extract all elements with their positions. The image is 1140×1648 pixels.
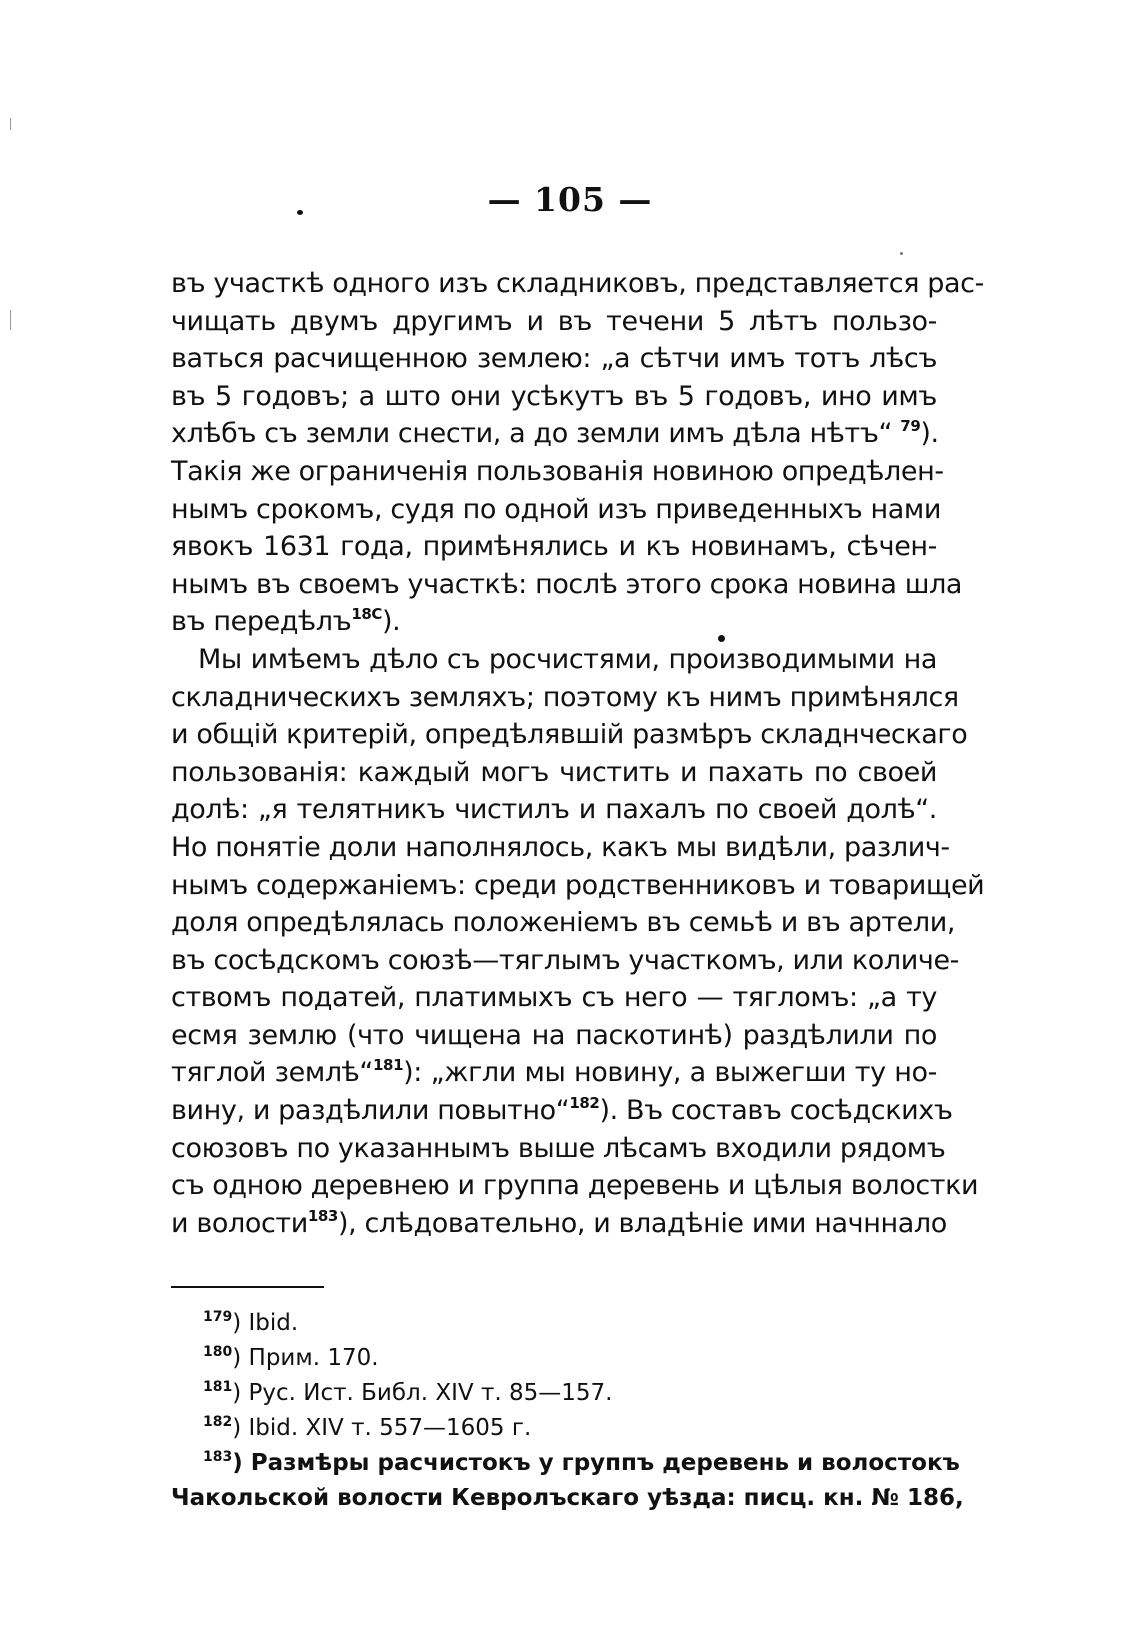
text-line: доля опредѣлялась положеніемъ въ семьѣ и въ артели, [171,907,956,939]
footnote-text: ) Рус. Ист. Библ. XIV т. 85—157. [232,1380,613,1406]
footnote-number: 179 [203,1309,233,1325]
text-line: явокъ 1631 года, примѣнялись и къ новинамъ, сѣчен- [171,531,937,563]
footnote-text: ) Ibid. XIV т. 557—1605 г. [232,1415,532,1441]
line-text: ). Въ составъ сосѣдскихъ [599,1095,953,1127]
text-line: нымъ срокомъ, судя по одной изъ приведенныхъ нами [171,493,941,525]
text-line: Мы имѣемъ дѣло съ росчистями, производимыми на [198,643,937,675]
text-line: нымъ содержаніемъ: среди родственниковъ и товарищей [171,869,985,901]
footnote [171,1446,960,1481]
text-line: Такія же ограниченія пользованія новиною опредѣлен- [171,455,944,487]
footnote-ref: 79 [900,417,921,436]
footnote-divider [171,1286,324,1288]
text-line: ствомъ податей, платимыхъ съ него — тягломъ: „а ту [171,982,937,1014]
text-line: ваться расчищенною землею: „а сѣтчи имъ тотъ лѣсъ [171,343,937,375]
line-text: вину, и раздѣлили повытно“ [171,1095,570,1127]
line-text: и волости [171,1207,308,1239]
footnote-number: 182 [203,1414,233,1430]
footnote-text: ) Размѣры расчистокъ у группъ деревень и волостокъ [232,1450,960,1476]
text-line: союзовъ по указаннымъ выше лѣсамъ входили рядомъ [171,1132,946,1164]
main-text [171,265,985,1242]
page-number: — 105 — [487,180,653,219]
footnote-ref: 183 [307,1206,338,1225]
text-line: Но понятіе доли наполнялось, какъ мы видѣли, различ- [171,831,950,863]
line-text: ). [382,606,401,638]
text-line: съ одною деревнею и группа деревень и цѣлыя волостки [171,1170,979,1202]
text-line [171,1205,947,1243]
line-text: ). [920,418,939,450]
footnote [171,1376,937,1411]
line-text: ): „жгли мы новину, а выжегши ту но- [403,1057,937,1089]
line-text: тяглой землѣ“ [171,1057,374,1089]
text-line: въ сосѣдскомъ союзѣ—тяглымъ участкомъ, или количе- [171,944,959,976]
text-line: пользованія: каждый могъ чистить и пахать по своей [171,756,937,788]
scan-speck [900,252,903,255]
scan-edge-mark [10,118,11,130]
footnote [171,1306,937,1341]
text-line: долѣ: „я телятникъ чистилъ и пахалъ по своей долѣ“. [171,794,937,826]
footnote [171,1341,937,1376]
text-line [171,603,937,641]
text-line: и общій критерій, опредѣлявшій размѣръ складнческаго [171,719,968,751]
text-line: складническихъ земляхъ; поэтому къ нимъ примѣнялся [171,681,959,713]
text-line [171,1092,953,1130]
footnote-ref: 182 [569,1094,600,1113]
text-line: чищать двумъ другимъ и въ течени 5 лѣтъ пользо- [171,305,937,337]
footnote-number: 183 [203,1449,233,1465]
text-line [171,1054,937,1092]
text-line: нымъ въ своемъ участкѣ: послѣ этого срока новина шла [171,568,963,600]
footnote-text: ) Прим. 170. [232,1345,379,1371]
footnote-number: 180 [203,1344,233,1360]
footnote-ref: 181 [373,1056,404,1075]
line-text: въ передѣлъ [171,606,352,638]
footnote-ref: 18С [351,605,383,624]
line-text: ), слѣдовательно, и владѣніе ими начннало [337,1207,947,1239]
footnote [171,1411,937,1446]
scan-edge-mark [10,310,11,330]
footnotes [171,1306,964,1516]
line-text: хлѣбъ съ земли снести, а до земли имъ дѣла нѣтъ“ [171,418,893,450]
footnote-text: ) Ibid. [232,1310,299,1336]
text-line: въ участкѣ одного изъ складниковъ, представляется рас- [171,268,984,299]
footnote-number: 181 [203,1379,233,1395]
text-line: есмя землю (что чищена на паскотинѣ) раздѣлили по [171,1019,937,1051]
text-line [171,415,937,453]
text-line: въ 5 годовъ; а што они усѣкутъ въ 5 годовъ, ино имъ [171,380,937,412]
footnote-continuation: Чакольской волости Кевролъскаго уѣзда: писц. кн. № 186, [171,1485,964,1511]
